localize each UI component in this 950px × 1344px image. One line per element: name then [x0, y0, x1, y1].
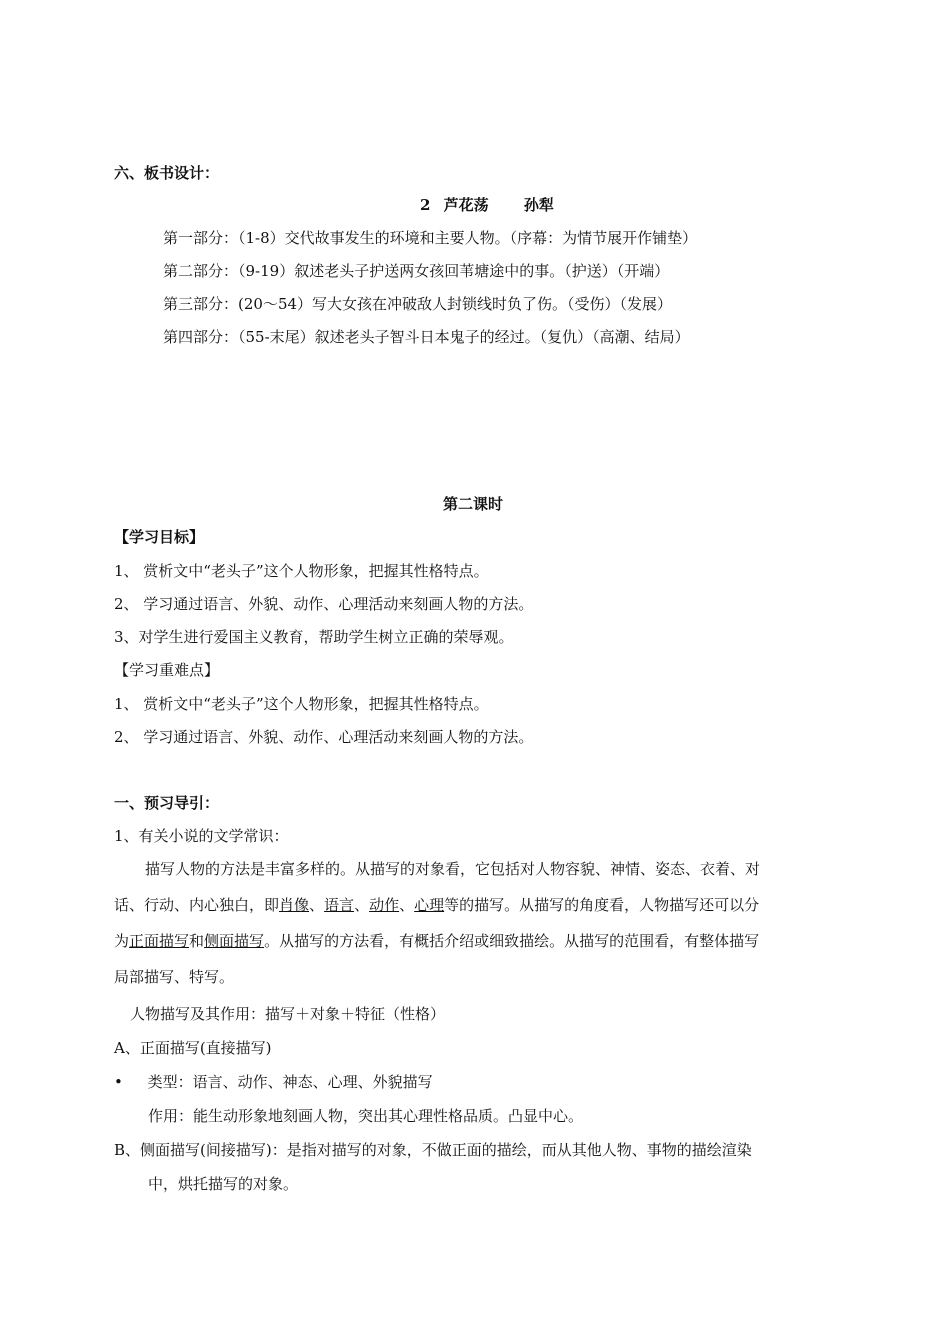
- lesson-number: 2: [420, 196, 431, 214]
- learning-goal-3: 3、对学生进行爱国主义教育，帮助学生树立正确的荣辱观。: [114, 628, 514, 646]
- learning-goals-heading: 【学习目标】: [114, 528, 205, 546]
- text-run: 话、行动、内心独白，即: [114, 896, 280, 914]
- learning-goal-2: 2、 学习通过语言、外貌、动作、心理活动来刻画人物的方法。: [114, 595, 534, 613]
- indirect-description-line-2: 中，烘托描写的对象。: [148, 1175, 299, 1193]
- separator: 、: [354, 896, 370, 914]
- key-point-1: 1、 赏析文中“老头子”这个人物形象，把握其性格特点。: [114, 695, 489, 713]
- underlined-term-language: 语言: [324, 896, 355, 914]
- paragraph-line-2: [114, 895, 759, 915]
- paragraph-line-4: 局部描写、特写。: [114, 968, 235, 986]
- board-part-4: 第四部分：（55-末尾）叙述老头子智斗日本鬼子的经过。（复仇）（高潮、结局）: [163, 328, 690, 346]
- preview-heading: 一、预习导引：: [114, 794, 220, 812]
- separator: 、: [399, 896, 415, 914]
- direct-description-types: 类型：语言、动作、神态、心理、外貌描写: [147, 1073, 433, 1091]
- indirect-description-line-1: B、侧面描写(间接描写)：是指对描写的对象，不做正面的描绘，而从其他人物、事物的描绘渲染: [114, 1141, 752, 1159]
- text-run: 。从描写的方法看，有概括介绍或细致描绘。从描写的范围看，有整体描写: [264, 932, 760, 950]
- bullet-item: [114, 1072, 433, 1092]
- board-part-2: 第二部分：（9-19）叙述老头子护送两女孩回苇塘途中的事。（护送）（开端）: [163, 262, 670, 280]
- preview-item-1: 1、有关小说的文学常识：: [114, 827, 289, 845]
- learning-goal-1: 1、 赏析文中“老头子”这个人物形象，把握其性格特点。: [114, 562, 489, 580]
- underlined-term-indirect: 侧面描写: [204, 932, 265, 950]
- key-points-heading: 【学习重难点】: [114, 661, 220, 679]
- text-run: 为: [114, 932, 130, 950]
- direct-description-function: 作用：能生动形象地刻画人物，突出其心理性格品质。凸显中心。: [148, 1107, 584, 1125]
- direct-description-heading: A、正面描写(直接描写): [114, 1039, 272, 1057]
- separator: 、: [309, 896, 325, 914]
- text-run: 等的描写。从描写的角度看，人物描写还可以分: [444, 896, 760, 914]
- paragraph-line-1: 描写人物的方法是丰富多样的。从描写的对象看，它包括对人物容貌、神情、姿态、衣着、对: [145, 860, 761, 878]
- text-run: 和: [189, 932, 205, 950]
- second-lesson-title: 第二课时: [443, 495, 504, 513]
- bullet-icon: •: [114, 1073, 123, 1091]
- underlined-term-portrait: 肖像: [279, 896, 310, 914]
- underlined-term-psychology: 心理: [414, 896, 445, 914]
- key-point-2: 2、 学习通过语言、外貌、动作、心理活动来刻画人物的方法。: [114, 728, 534, 746]
- board-part-3: 第三部分：(20～54）写大女孩在冲破敌人封锁线时负了伤。（受伤）（发展）: [163, 295, 673, 313]
- section-heading-board-design: 六、板书设计：: [114, 164, 220, 182]
- lesson-name: 芦花荡: [443, 196, 489, 214]
- lesson-author: 孙犁: [523, 196, 554, 214]
- lesson-title: [420, 195, 554, 215]
- board-part-1: 第一部分：（1-8）交代故事发生的环境和主要人物。（序幕：为情节展开作铺垫）: [163, 229, 698, 247]
- underlined-term-direct: 正面描写: [129, 932, 190, 950]
- underlined-term-action: 动作: [369, 896, 400, 914]
- paragraph-line-3: [114, 931, 759, 951]
- description-formula: 人物描写及其作用：描写＋对象＋特征（性格）: [130, 1005, 446, 1023]
